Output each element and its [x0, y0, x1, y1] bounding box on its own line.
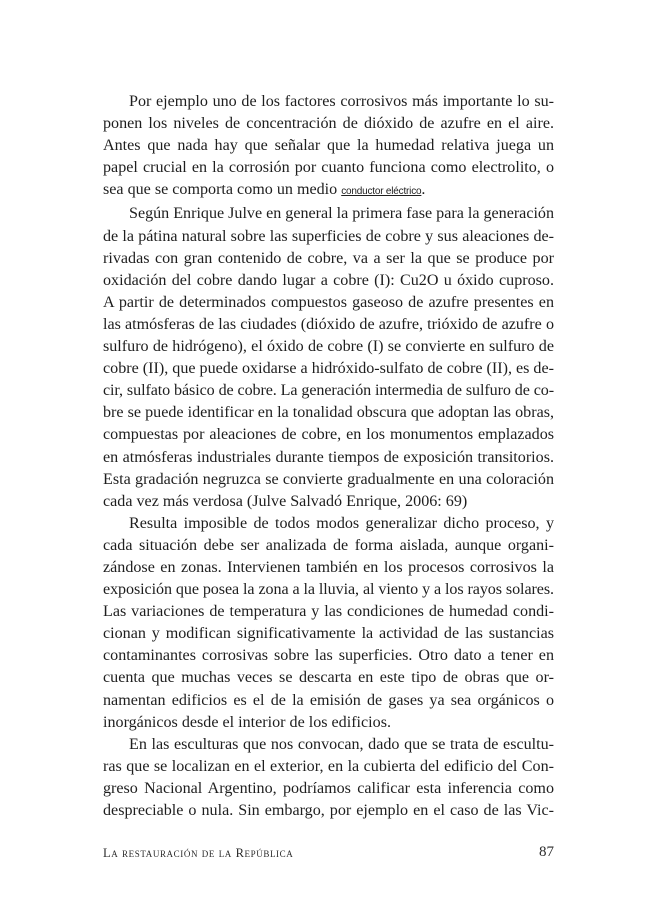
conductor-electrico-link[interactable]: conductor eléctrico — [341, 186, 422, 198]
text-line: de la pátina natural sobre las superficies de cobre y sus aleaciones de- — [103, 227, 554, 245]
text-line: Las variaciones de temperatura y las condiciones de humedad condi- — [103, 603, 554, 621]
text-line: namentan edificios es el de la emisión de gases ya sea orgánicos o — [103, 691, 554, 709]
text-line-with-link — [103, 179, 554, 203]
paragraph-1 — [103, 91, 554, 203]
text-line: ponen los niveles de concentración de dióxido de azufre en el aire. — [103, 115, 554, 133]
text-line: oxidación del cobre dando lugar a cobre (I): Cu2O u óxido cuproso. — [103, 271, 554, 289]
text-line: Resulta imposible de todos modos generalizar dicho proceso, y — [129, 514, 554, 532]
text-line: bre se puede identificar en la tonalidad obscura que adoptan las obras, — [103, 404, 554, 422]
text-line: Antes que nada hay que señalar que la humedad relativa juega un — [103, 137, 554, 155]
text-line: En las esculturas que nos convocan, dado que se trata de escultu- — [129, 735, 554, 753]
page-footer — [103, 842, 554, 864]
paragraph-3 — [103, 513, 554, 734]
text-line: cada vez más verdosa (Julve Salvadó Enrique, 2006: 69) — [103, 492, 468, 510]
text-line: A partir de determinados compuestos gaseoso de azufre presentes en — [103, 293, 554, 311]
text-line: inorgánicos desde el interior de los edificios. — [103, 713, 391, 731]
text-line: cobre (II), que puede oxidarse a hidróxido-sulfato de cobre (II), es de- — [103, 360, 554, 378]
text-line: zándose en zonas. Intervienen también en los procesos corrosivos la — [103, 558, 554, 576]
text-line: sulfuro de hidrógeno), el óxido de cobre (I) se convierte en sulfuro de — [103, 338, 554, 356]
text-line: en atmósferas industriales durante tiempos de exposición transitorios. — [103, 448, 554, 466]
text-line: cada situación debe ser analizada de forma aislada, aunque organi- — [103, 536, 554, 554]
text-line: las atmósferas de las ciudades (dióxido de azufre, trióxido de azufre o — [103, 315, 554, 333]
running-title: La restauración de la República — [103, 846, 294, 860]
text-line-lead: sea que se comporta como un medio — [103, 181, 342, 199]
text-line-suffix: . — [421, 181, 426, 199]
text-line: despreciable o nula. Sin embargo, por ejemplo en el caso de las Vic- — [103, 802, 554, 819]
page-number: 87 — [539, 844, 554, 860]
text-line: cionan y modifican significativamente la actividad de las sustancias — [103, 625, 554, 643]
text-line: greso Nacional Argentino, podríamos calificar esta inferencia como — [103, 779, 554, 797]
text-line: Según Enrique Julve en general la primera fase para la generación — [129, 205, 555, 223]
text-line: contaminantes corrosivas sobre las superficies. Otro dato a tener en — [103, 647, 554, 665]
paragraph-2 — [103, 203, 554, 512]
text-line: Por ejemplo uno de los factores corrosivos más importante lo su- — [129, 93, 554, 110]
text-line: rivadas con gran contenido de cobre, va a ser la que se produce por — [103, 249, 554, 267]
text-line: papel crucial en la corrosión por cuanto funciona como electrolito, o — [103, 159, 554, 177]
paragraph-4 — [103, 734, 554, 822]
page-body — [103, 91, 554, 822]
text-line: cir, sulfato básico de cobre. La generación intermedia de sulfuro de co- — [103, 382, 554, 400]
text-line: cuenta que muchas veces se descarta en este tipo de obras que or- — [103, 669, 554, 687]
text-line: exposición que posea la zona a la lluvia, al viento y a los rayos solares. — [103, 581, 554, 599]
text-line: compuestas por aleaciones de cobre, en los monumentos emplazados — [103, 426, 554, 444]
text-line: Esta gradación negruzca se convierte gradualmente en una coloración — [103, 470, 554, 488]
text-line: ras que se localizan en el exterior, en la cubierta del edificio del Con- — [103, 757, 554, 775]
